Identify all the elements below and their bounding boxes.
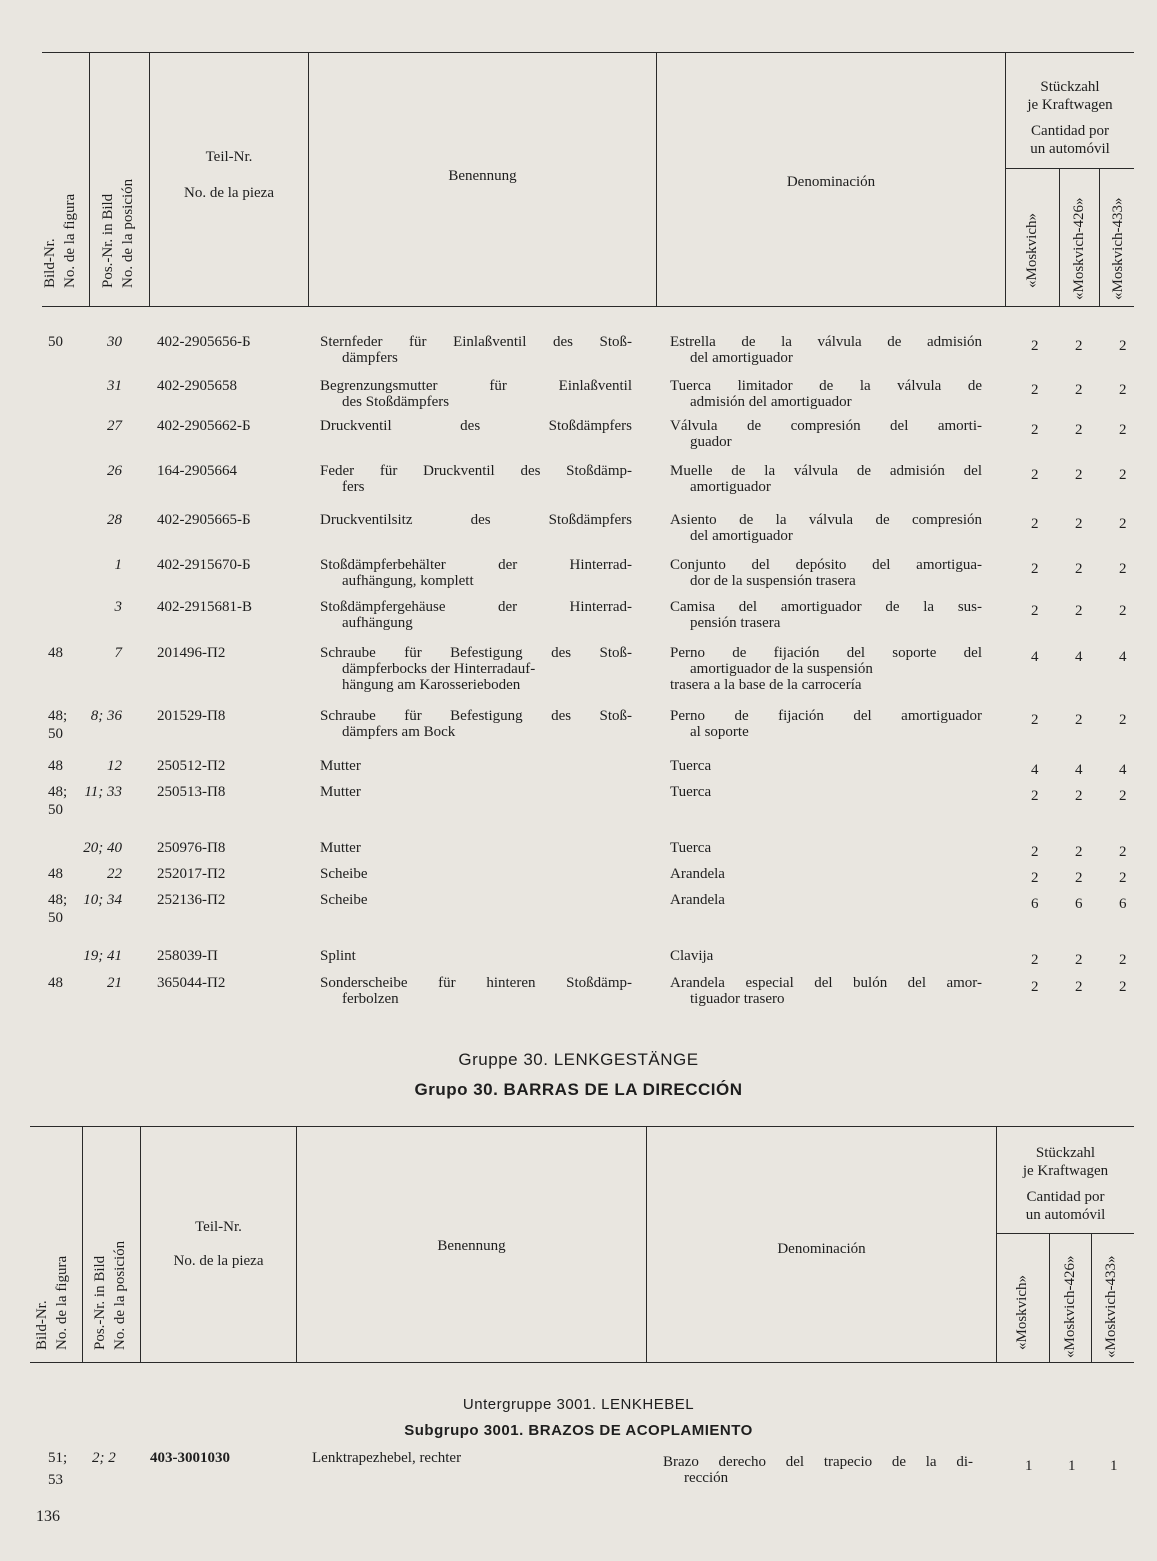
teil-nr: 402-2915681-В xyxy=(157,599,252,615)
denominacion: Arandela especial del bulón del amor- xyxy=(670,975,982,991)
qty-moskvich-433: 2 xyxy=(1119,870,1127,886)
qty-moskvich-426: 2 xyxy=(1075,870,1083,886)
header-model-426: «Moskvich-426» xyxy=(1071,197,1087,300)
pos-nr: 28 xyxy=(107,512,122,528)
qty-moskvich-433: 2 xyxy=(1119,338,1127,354)
qty-moskvich-426: 2 xyxy=(1075,788,1083,804)
qty-moskvich-433: 2 xyxy=(1119,979,1127,995)
table1-top-rule xyxy=(42,52,1134,53)
bild-nr: 48; xyxy=(48,708,68,724)
qty-moskvich-426: 2 xyxy=(1075,712,1083,728)
denominacion-cont: admisión del amortiguador xyxy=(690,394,852,410)
pos-nr: 20; 40 xyxy=(83,840,122,856)
qty-moskvich-426: 2 xyxy=(1075,844,1083,860)
qty-moskvich: 2 xyxy=(1031,788,1039,804)
bild-nr: 48 xyxy=(48,645,63,661)
qty-moskvich: 4 xyxy=(1031,762,1039,778)
qty-moskvich-426: 2 xyxy=(1075,516,1083,532)
benennung: Sonderscheibe für hinteren Stoßdämp- xyxy=(320,975,632,991)
denominacion: Camisa del amortiguador de la sus- xyxy=(670,599,982,615)
qty-moskvich: 2 xyxy=(1031,382,1039,398)
benennung: Begrenzungsmutter für Einlaßventil xyxy=(320,378,632,394)
denominacion: Perno de fijación del amortiguador xyxy=(670,708,982,724)
denominacion: Clavija xyxy=(670,948,714,964)
header-benennung: Benennung xyxy=(448,168,517,184)
teil-nr: 201496-П2 xyxy=(157,645,226,661)
qty-moskvich-426: 2 xyxy=(1075,422,1083,438)
pos-nr: 11; 33 xyxy=(84,784,122,800)
denominacion: Arandela xyxy=(670,866,725,882)
bild-nr: 51; xyxy=(48,1450,68,1466)
qty-moskvich-433: 2 xyxy=(1119,516,1127,532)
qty-moskvich: 2 xyxy=(1031,422,1039,438)
teil-nr: 402-2905662-Б xyxy=(157,418,251,434)
qty-moskvich: 2 xyxy=(1031,561,1039,577)
header2-model-426: «Moskvich-426» xyxy=(1062,1255,1078,1358)
denominacion: Brazo derecho del trapecio de la di- xyxy=(663,1454,973,1470)
benennung-cont: hängung am Karosserieboden xyxy=(342,677,521,693)
header2-denominacion: Denominación xyxy=(777,1241,866,1257)
denominacion-cont: pensión trasera xyxy=(690,615,781,631)
pos-nr: 31 xyxy=(107,378,122,394)
denominacion: Tuerca xyxy=(670,840,712,856)
benennung-cont: des Stoßdämpfers xyxy=(342,394,450,410)
header-no-pieza: No. de la pieza xyxy=(184,185,274,201)
denominacion: Perno de fijación del soporte del xyxy=(670,645,982,661)
pos-nr: 1 xyxy=(114,557,122,573)
qty-moskvich-426: 2 xyxy=(1075,979,1083,995)
denominacion: Tuerca xyxy=(670,758,712,774)
page-number: 136 xyxy=(36,1508,60,1525)
benennung: Lenktrapezhebel, rechter xyxy=(312,1450,462,1466)
qty-moskvich: 1 xyxy=(1025,1458,1033,1474)
qty-moskvich: 2 xyxy=(1031,467,1039,483)
denominacion: Asiento de la válvula de compresión xyxy=(670,512,982,528)
pos-nr: 3 xyxy=(114,599,122,615)
teil-nr: 258039-П xyxy=(157,948,218,964)
header2-stueckzahl: Stückzahl xyxy=(1035,1145,1096,1161)
benennung: Stoßdämpferbehälter der Hinterrad- xyxy=(320,557,632,573)
header2-no-pieza: No. de la pieza xyxy=(173,1253,264,1269)
qty-moskvich-426: 2 xyxy=(1075,561,1083,577)
pos-nr: 26 xyxy=(107,463,122,479)
header-no-figura: No. de la figura xyxy=(62,193,78,288)
pos-nr: 30 xyxy=(107,334,122,350)
bild-nr-cont: 50 xyxy=(48,802,63,818)
benennung: Scheibe xyxy=(320,892,368,908)
bild-nr: 48 xyxy=(48,975,63,991)
denominacion: Muelle de la válvula de admisión del xyxy=(670,463,982,479)
benennung: Splint xyxy=(320,948,356,964)
denominacion-cont: amortiguador xyxy=(690,479,771,495)
benennung-cont: aufhängung, komplett xyxy=(342,573,474,589)
qty-moskvich-433: 2 xyxy=(1119,422,1127,438)
qty-moskvich-426: 6 xyxy=(1075,896,1083,912)
pos-nr: 22 xyxy=(107,866,122,882)
qty-moskvich-433: 1 xyxy=(1110,1458,1118,1474)
qty-moskvich: 2 xyxy=(1031,338,1039,354)
header-stueckzahl: Stückzahl xyxy=(1040,79,1100,95)
benennung-cont: dämpferbocks der Hinterradauf- xyxy=(342,661,536,677)
teil-nr: 250976-П8 xyxy=(157,840,226,856)
denominacion-cont: tiguador trasero xyxy=(690,991,785,1007)
qty-moskvich-426: 1 xyxy=(1068,1458,1076,1474)
benennung: Schraube für Befestigung des Stoß- xyxy=(320,708,632,724)
denominacion-cont: dor de la suspensión trasera xyxy=(690,573,856,589)
qty-moskvich: 2 xyxy=(1031,844,1039,860)
qty-moskvich-426: 2 xyxy=(1075,338,1083,354)
qty-moskvich: 2 xyxy=(1031,979,1039,995)
qty-moskvich: 4 xyxy=(1031,649,1039,665)
bild-nr: 48; xyxy=(48,784,68,800)
denominacion-cont: rección xyxy=(684,1470,729,1486)
qty-moskvich-426: 2 xyxy=(1075,467,1083,483)
subsection-title-de: Untergruppe 3001. LENKHEBEL xyxy=(462,1396,695,1413)
qty-moskvich-426: 4 xyxy=(1075,649,1083,665)
benennung: Druckventilsitz des Stoßdämpfers xyxy=(320,512,632,528)
denominacion-cont: del amortiguador xyxy=(690,350,793,366)
benennung: Sternfeder für Einlaßventil des Stoß- xyxy=(320,334,632,350)
qty-moskvich: 2 xyxy=(1031,603,1039,619)
header2-no-posicion: No. de la posición xyxy=(112,1240,128,1350)
denominacion-cont: amortiguador de la suspensión xyxy=(690,661,873,677)
teil-nr: 403-3001030 xyxy=(150,1450,230,1466)
header-un-automovil: un automóvil xyxy=(1030,141,1110,157)
denominacion: Arandela xyxy=(670,892,725,908)
qty-moskvich: 2 xyxy=(1031,516,1039,532)
header2-model-moskvich: «Moskvich» xyxy=(1014,1275,1030,1350)
header-je-kraftwagen: je Kraftwagen xyxy=(1027,97,1113,113)
bild-nr-cont: 50 xyxy=(48,910,63,926)
header2-teil-nr: Teil-Nr. xyxy=(195,1219,242,1235)
qty-moskvich-433: 2 xyxy=(1119,561,1127,577)
teil-nr: 252136-П2 xyxy=(157,892,226,908)
header-model-433: «Moskvich-433» xyxy=(1110,197,1126,300)
header2-cantidad: Cantidad por xyxy=(1026,1189,1105,1205)
header2-model-433: «Moskvich-433» xyxy=(1103,1255,1119,1358)
benennung-cont: ferbolzen xyxy=(342,991,399,1007)
header2-bild-nr: Bild-Nr. xyxy=(34,1300,50,1350)
pos-nr: 12 xyxy=(107,758,122,774)
header-model-moskvich: «Moskvich» xyxy=(1024,213,1040,288)
pos-nr: 21 xyxy=(107,975,122,991)
table2-top-rule xyxy=(30,1126,1134,1127)
pos-nr: 8; 36 xyxy=(90,708,122,724)
denominacion: Estrella de la válvula de admisión xyxy=(670,334,982,350)
pos-nr: 19; 41 xyxy=(83,948,122,964)
bild-nr: 48 xyxy=(48,758,63,774)
qty-moskvich-426: 4 xyxy=(1075,762,1083,778)
qty-moskvich-433: 4 xyxy=(1119,762,1127,778)
qty-moskvich-433: 2 xyxy=(1119,603,1127,619)
teil-nr: 201529-П8 xyxy=(157,708,226,724)
header2-je-kraftwagen: je Kraftwagen xyxy=(1022,1163,1109,1179)
qty-moskvich-426: 2 xyxy=(1075,603,1083,619)
qty-moskvich: 2 xyxy=(1031,952,1039,968)
benennung-cont: dämpfers am Bock xyxy=(342,724,456,740)
denominacion: Tuerca xyxy=(670,784,712,800)
bild-nr-cont: 50 xyxy=(48,726,63,742)
teil-nr: 164-2905664 xyxy=(157,463,237,479)
header-bild-nr: Bild-Nr. xyxy=(42,238,58,288)
qty-moskvich-433: 6 xyxy=(1119,896,1127,912)
table1-header-bottom-rule xyxy=(42,306,1134,307)
qty-moskvich-433: 2 xyxy=(1119,844,1127,860)
header2-un-automovil: un automóvil xyxy=(1025,1207,1106,1223)
header-cantidad: Cantidad por xyxy=(1031,123,1109,139)
qty-moskvich-433: 2 xyxy=(1119,712,1127,728)
bild-nr: 48 xyxy=(48,866,63,882)
denominacion-cont: guador xyxy=(690,434,732,450)
teil-nr: 402-2905658 xyxy=(157,378,237,394)
header-no-posicion: No. de la posición xyxy=(120,178,136,288)
benennung: Stoßdämpfergehäuse der Hinterrad- xyxy=(320,599,632,615)
bild-nr-cont: 53 xyxy=(48,1472,63,1488)
benennung-cont: aufhängung xyxy=(342,615,413,631)
benennung: Mutter xyxy=(320,840,361,856)
pos-nr: 27 xyxy=(107,418,122,434)
denominacion-cont: al soporte xyxy=(690,724,749,740)
qty-moskvich-433: 4 xyxy=(1119,649,1127,665)
bild-nr: 50 xyxy=(48,334,63,350)
qty-moskvich-433: 2 xyxy=(1119,788,1127,804)
qty-moskvich-433: 2 xyxy=(1119,467,1127,483)
subsection-title-es: Subgrupo 3001. BRAZOS DE ACOPLAMIENTO xyxy=(404,1422,753,1439)
section-title-es: Grupo 30. BARRAS DE LA DIRECCIÓN xyxy=(414,1080,743,1099)
pos-nr: 10; 34 xyxy=(83,892,122,908)
benennung: Mutter xyxy=(320,784,361,800)
benennung: Scheibe xyxy=(320,866,368,882)
header-denominacion: Denominación xyxy=(786,174,876,190)
teil-nr: 402-2905665-Б xyxy=(157,512,251,528)
pos-nr: 7 xyxy=(114,645,122,661)
denominacion: Tuerca limitador de la válvula de xyxy=(670,378,982,394)
benennung: Mutter xyxy=(320,758,361,774)
qty-moskvich-426: 2 xyxy=(1075,382,1083,398)
qty-moskvich: 2 xyxy=(1031,870,1039,886)
denominacion: Válvula de compresión del amorti- xyxy=(670,418,982,434)
header-teil-nr: Teil-Nr. xyxy=(205,149,253,165)
teil-nr: 365044-П2 xyxy=(157,975,226,991)
denominacion: Conjunto del depósito del amortigua- xyxy=(670,557,982,573)
benennung-cont: dämpfers xyxy=(342,350,398,366)
denominacion-cont: del amortiguador xyxy=(690,528,793,544)
header2-benennung: Benennung xyxy=(437,1238,506,1254)
benennung-cont: fers xyxy=(342,479,365,495)
teil-nr: 252017-П2 xyxy=(157,866,226,882)
qty-moskvich-433: 2 xyxy=(1119,382,1127,398)
qty-moskvich: 6 xyxy=(1031,896,1039,912)
teil-nr: 250513-П8 xyxy=(157,784,226,800)
qty-moskvich-433: 2 xyxy=(1119,952,1127,968)
teil-nr: 250512-П2 xyxy=(157,758,226,774)
denominacion-cont: trasera a la base de la carrocería xyxy=(670,677,862,693)
benennung: Schraube für Befestigung des Stoß- xyxy=(320,645,632,661)
benennung: Druckventil des Stoßdämpfers xyxy=(320,418,632,434)
table2-header-bottom-rule xyxy=(30,1362,1134,1363)
header2-pos-nr: Pos.-Nr. in Bild xyxy=(92,1255,108,1350)
header2-no-figura: No. de la figura xyxy=(54,1255,70,1350)
qty-moskvich-426: 2 xyxy=(1075,952,1083,968)
qty-moskvich: 2 xyxy=(1031,712,1039,728)
teil-nr: 402-2905656-Б xyxy=(157,334,251,350)
section-title-de: Gruppe 30. LENKGESTÄNGE xyxy=(458,1050,699,1069)
pos-nr: 2; 2 xyxy=(92,1450,116,1466)
benennung: Feder für Druckventil des Stoßdämp- xyxy=(320,463,632,479)
header-pos-nr: Pos.-Nr. in Bild xyxy=(100,193,116,288)
teil-nr: 402-2915670-Б xyxy=(157,557,251,573)
bild-nr: 48; xyxy=(48,892,68,908)
